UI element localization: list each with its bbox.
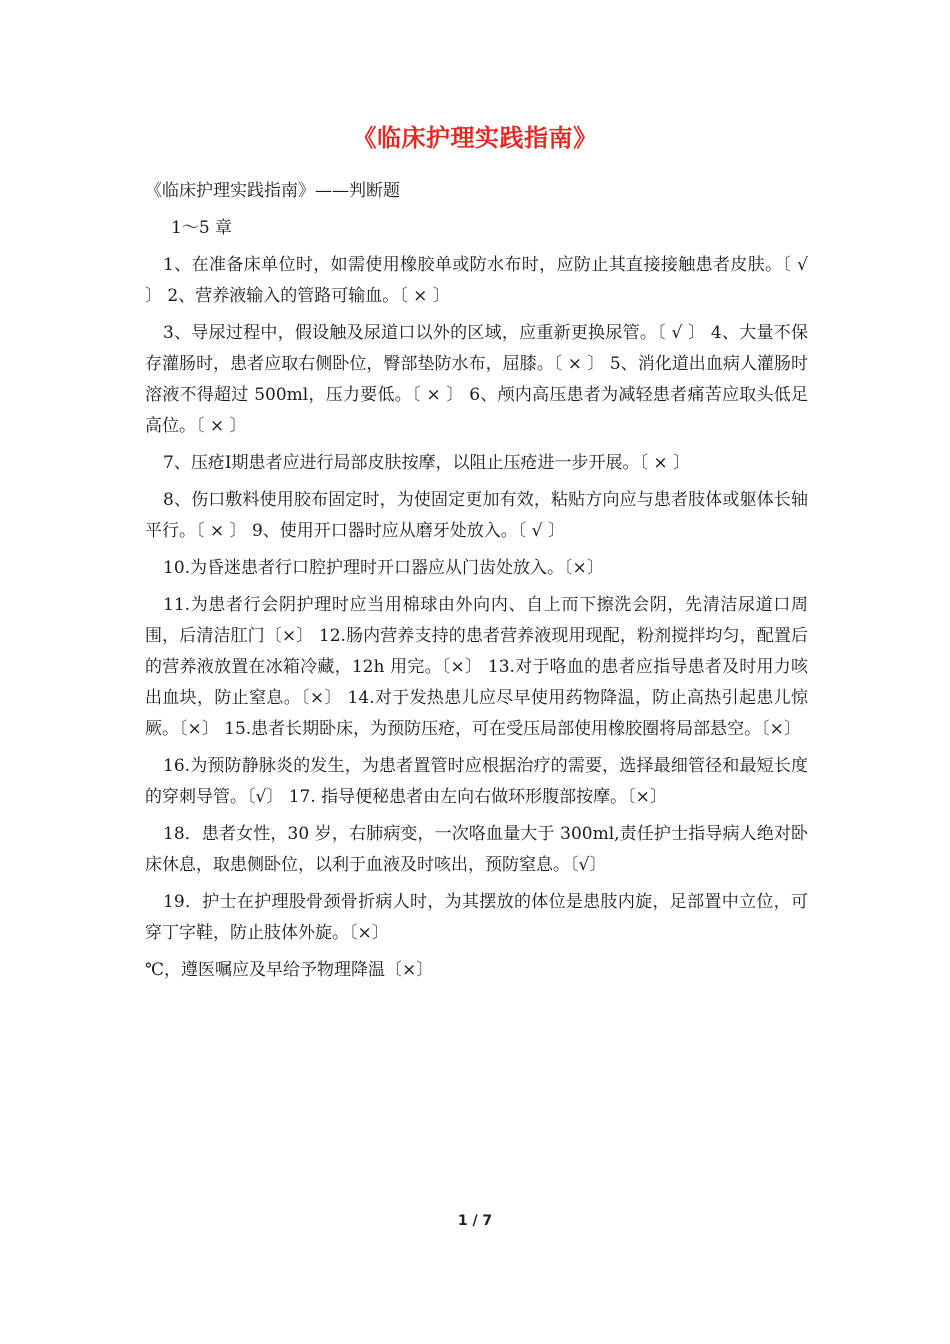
- page-number: 1 / 7: [457, 1213, 493, 1229]
- paragraph-q7: 7、压疮Ⅰ期患者应进行局部皮肤按摩，以阻止压疮进一步开展。〔 × 〕: [163, 453, 691, 473]
- paragraph-q11-15: 11.为患者行会阴护理时应当用棉球由外向内、自上而下擦洗会阴，先清洁尿道口周围，后清洁肛门〔×〕 12.肠内营养支持的患者营养液现用现配，粉剂搅拌均匀，配置后的营养液放置在冰箱冷藏，12h 用完。〔×〕 13.对于咯血的患者应指导患者及时用力咳出血块，防止窒息。〔×〕 14.对于发热患儿应尽早使用药物降温，防止高热引起患儿惊厥。〔×〕 15.患者长期卧床，为预防压疮，可在受压局部使用橡胶圈将局部悬空。〔×〕: [145, 595, 808, 739]
- chapter-range: 1～5 章: [171, 218, 233, 238]
- paragraph-q18: 18．患者女性，30 岁，右肺病变，一次咯血量大于 300ml,责任护士指导病人绝对卧床休息，取患侧卧位，以利于血液及时咳出，预防窒息。〔√〕: [145, 824, 808, 875]
- paragraph-q1-2: 1、在准备床单位时，如需使用橡胶单或防水布时，应防止其直接接触患者皮肤。〔 √ 〕 2、营养液输入的管路可输血。〔 × 〕: [145, 255, 808, 306]
- document-body: [145, 176, 808, 992]
- paragraph-q10: 10.为昏迷患者行口腔护理时开口器应从门齿处放入。〔×〕: [163, 558, 604, 578]
- paragraph-q16-17: 16.为预防静脉炎的发生，为患者置管时应根据治疗的需要，选择最细管径和最短长度的穿刺导管。〔√〕 17. 指导便秘患者由左向右做环形腹部按摩。〔×〕: [145, 756, 808, 807]
- paragraph-q19: 19．护士在护理股骨颈骨折病人时，为其摆放的体位是患肢内旋，足部置中立位，可穿丁字鞋，防止肢体外旋。〔×〕: [145, 892, 808, 943]
- document-title: 《临床护理实践指南》: [352, 124, 598, 152]
- paragraph-q3-6: 3、导尿过程中，假设触及尿道口以外的区域，应重新更换尿管。〔 √ 〕 4、大量不保存灌肠时，患者应取右侧卧位，臀部垫防水布，屈膝。〔 × 〕 5、消化道出血病人灌肠时溶液不得超过 500ml，压力要低。〔 × 〕 6、颅内高压患者为减轻患者痛苦应取头低足高位。〔 × 〕: [145, 323, 808, 436]
- paragraph-fragment: ℃，遵医嘱应及早给予物理降温〔×〕: [145, 960, 434, 980]
- paragraph-q8-9: 8、伤口敷料使用胶布固定时，为使固定更加有效，粘贴方向应与患者肢体或躯体长轴平行。〔 × 〕 9、使用开口器时应从磨牙处放入。〔 √ 〕: [145, 490, 808, 541]
- section-subtitle: 《临床护理实践指南》——判断题: [145, 181, 400, 201]
